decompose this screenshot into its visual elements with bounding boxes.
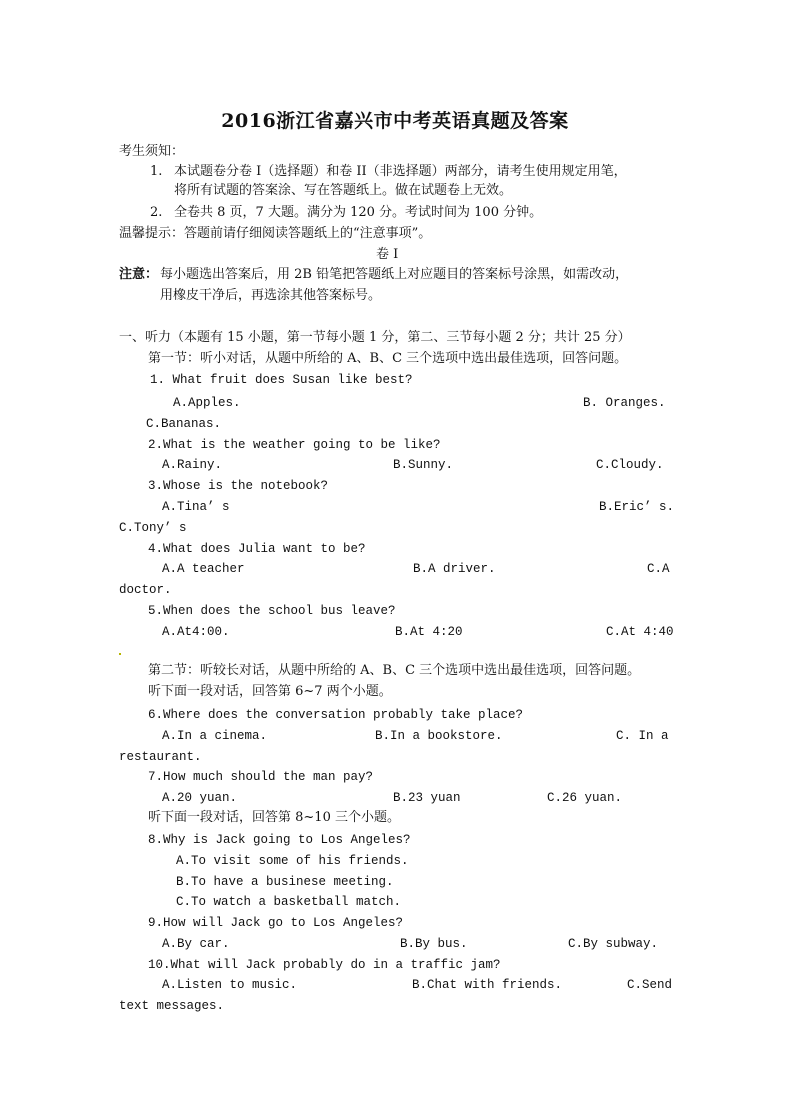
q3-option-c: C.Tony’ s [119, 521, 187, 535]
q6-stem: 6.Where does the conversation probably take place? [148, 708, 524, 722]
q6-option-a: A.In a cinema. [162, 729, 268, 743]
q9-option-b: B.By bus. [400, 937, 468, 951]
q3-option-b: B.Eric’ s. [599, 500, 675, 514]
q4-option-a: A.A teacher [162, 562, 245, 576]
q1-option-c: C.Bananas. [146, 417, 222, 431]
notice-item1-line1: 本试题卷分卷 I（选择题）和卷 II（非选择题）两部分，请考生使用规定用笔， [174, 164, 627, 179]
q9-option-a: A.By car. [162, 937, 230, 951]
q2-stem: 2.What is the weather going to be like? [148, 438, 441, 452]
q9-stem: 9.How will Jack go to Los Angeles? [148, 916, 404, 930]
q4-stem: 4.What does Julia want to be? [148, 542, 366, 556]
q7-stem: 7.How much should the man pay? [148, 770, 374, 784]
q8-option-a: A.To visit some of his friends. [176, 854, 409, 868]
q4-option-b: B.A driver. [413, 562, 496, 576]
stray-mark [119, 653, 121, 655]
notice-item1-number: 1. [150, 164, 163, 179]
attention-line2: 用橡皮干净后，再选涂其他答案标号。 [160, 288, 382, 303]
notice-heading: 考生须知： [119, 144, 185, 159]
q6-option-c-cont: restaurant. [119, 750, 202, 764]
q6-option-c: C. In a [616, 729, 669, 743]
q4-option-c-cont: doctor. [119, 583, 172, 597]
q7-option-b: B.23 yuan [393, 791, 461, 805]
q10-option-c: C.Send [627, 978, 673, 992]
notice-item1-line2: 将所有试题的答案涂、写在答题纸上。做在试题卷上无效。 [174, 183, 513, 198]
q7-option-a: A.20 yuan. [162, 791, 238, 805]
part2-instruction: 第二节：听较长对话，从题中所给的 A、B、C 三个选项中选出最佳选项，回答问题。 [148, 663, 641, 678]
volume-label: 卷 I [376, 247, 399, 262]
q10-option-b: B.Chat with friends. [412, 978, 563, 992]
q8-stem: 8.Why is Jack going to Los Angeles? [148, 833, 411, 847]
notice-item2-text: 全卷共 8 页，7 大题。满分为 120 分。考试时间为 100 分钟。 [174, 205, 543, 220]
q2-option-b: B.Sunny. [393, 458, 454, 472]
q8-option-b: B.To have a businese meeting. [176, 875, 394, 889]
q6-option-b: B.In a bookstore. [375, 729, 503, 743]
section1-heading: 一、听力（本题有 15 小题，第一节每小题 1 分，第二、三节每小题 2 分；共计 25 分） [119, 330, 631, 345]
attention-label: 注意： [119, 267, 159, 282]
q5-option-a: A.At4:00. [162, 625, 230, 639]
part1-instruction: 第一节：听小对话，从题中所给的 A、B、C 三个选项中选出最佳选项，回答问题。 [148, 351, 628, 366]
document-title: 2016浙江省嘉兴市中考英语真题及答案 [221, 110, 569, 132]
q4-option-c: C.A [647, 562, 670, 576]
q5-option-b: B.At 4:20 [395, 625, 463, 639]
q1-stem: 1. What fruit does Susan like best? [150, 373, 413, 387]
notice-item2-number: 2. [150, 205, 163, 220]
q5-stem: 5.When does the school bus leave? [148, 604, 396, 618]
q3-stem: 3.Whose is the notebook? [148, 479, 329, 493]
q2-option-a: A.Rainy. [162, 458, 223, 472]
q9-option-c: C.By subway. [568, 937, 659, 951]
notice-tip: 温馨提示：答题前请仔细阅读答题纸上的“注意事项”。 [119, 226, 432, 241]
q3-option-a: A.Tina’ s [162, 500, 230, 514]
q7-option-c: C.26 yuan. [547, 791, 623, 805]
q10-stem: 10.What will Jack probably do in a traffic jam? [148, 958, 501, 972]
q2-option-c: C.Cloudy. [596, 458, 664, 472]
part2-note-q8-10: 听下面一段对话，回答第 8~10 三个小题。 [148, 810, 400, 825]
part2-note-q6-7: 听下面一段对话，回答第 6~7 两个小题。 [148, 684, 392, 699]
q1-option-b: B. Oranges. [583, 396, 666, 410]
q8-option-c: C.To watch a basketball match. [176, 895, 402, 909]
q10-option-a: A.Listen to music. [162, 978, 298, 992]
q5-option-c: C.At 4:40 [606, 625, 674, 639]
q1-option-a: A.Apples. [173, 396, 241, 410]
attention-line1: 每小题选出答案后，用 2B 铅笔把答题纸上对应题目的答案标号涂黑，如需改动， [160, 267, 629, 282]
q10-option-c-cont: text messages. [119, 999, 225, 1013]
